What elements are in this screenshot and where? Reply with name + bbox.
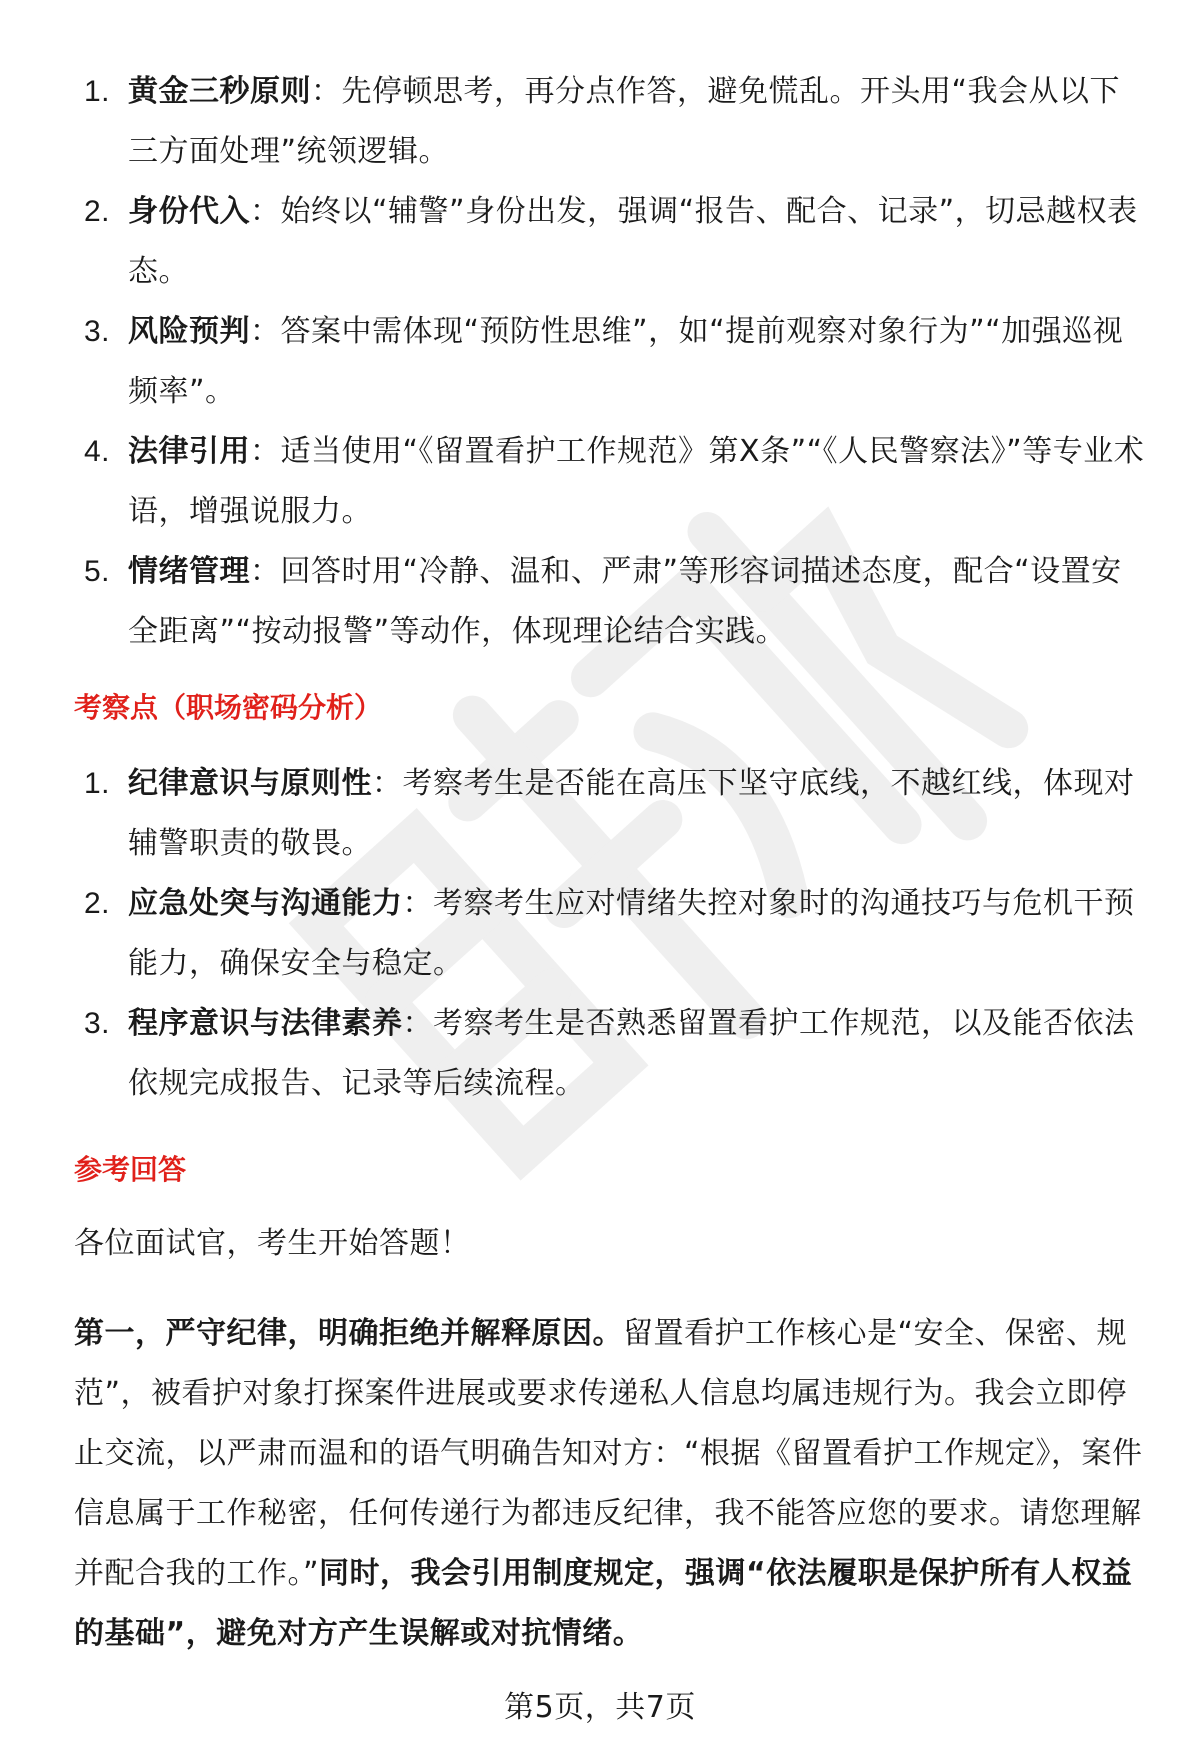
list-number: 5. [84,555,111,588]
item-text: ：始终以“辅警”身份出发，强调“报告、配合、记录”，切忌越权表态。 [128,194,1138,289]
item-text: ：先停顿思考，再分点作答，避免慌乱。开头用“我会从以下三方面处理”统领逻辑。 [128,74,1121,169]
list-item [74,302,1150,422]
list-item [74,182,1150,302]
item-text: ：考察考生是否熟悉留置看护工作规范，以及能否依法依规完成报告、记录等后续流程。 [128,1006,1135,1101]
item-title: 法律引用 [128,434,250,469]
item-title: 风险预判 [128,314,250,349]
answer-tips-list [74,62,1150,662]
item-text: ：适当使用“《留置看护工作规范》第X条”“《人民警察法》”等专业术语，增强说服力。 [128,434,1145,529]
item-text: ：回答时用“冷静、温和、严肃”等形容词描述态度，配合“设置安全距离”“按动报警”等动作，体现理论结合实践。 [128,554,1122,649]
item-title: 情绪管理 [128,554,250,589]
list-number: 2. [84,887,111,920]
list-item [74,994,1150,1114]
list-item [74,542,1150,662]
page-number: 第5页，共7页 [504,1690,696,1725]
list-number: 1. [84,75,111,108]
answer-greeting: 各位面试官，考生开始答题！ [74,1226,471,1261]
list-number: 1. [84,767,111,800]
list-number: 2. [84,195,111,228]
item-title: 应急处突与沟通能力 [128,886,403,921]
section-title-reference-answer: 参考回答 [74,1153,187,1186]
item-title: 纪律意识与原则性 [128,766,372,801]
list-number: 4. [84,435,111,468]
item-text: ：考察考生应对情绪失控对象时的沟通技巧与危机干预能力，确保安全与稳定。 [128,886,1135,981]
item-text: ：考察考生是否能在高压下坚守底线，不越红线，体现对辅警职责的敬畏。 [128,766,1135,861]
item-text: ：答案中需体现“预防性思维”，如“提前观察对象行为”“加强巡视频率”。 [128,314,1124,409]
item-title: 黄金三秒原则 [128,74,311,109]
paragraph-lead: 第一，严守纪律，明确拒绝并解释原因。 [74,1316,623,1351]
list-number: 3. [84,1007,111,1040]
item-title: 程序意识与法律素养 [128,1006,403,1041]
item-title: 身份代入 [128,194,250,229]
answer-paragraph-1 [74,1304,1150,1664]
list-item [74,754,1150,874]
list-number: 3. [84,315,111,348]
list-item [74,874,1150,994]
list-item [74,422,1150,542]
paragraph-text: 留置看护工作核心是“安全、保密、规范”，被看护对象打探案件进展或要求传递私人信息均属违规行为。我会立即停止交流，以严肃而温和的语气明确告知对方：“根据《留置看护工作规定》，案件信息属于工作秘密，任何传递行为都违反纪律，我不能答应您的要求。请您理解并配合我的工作。” [74,1316,1143,1591]
list-item [74,62,1150,182]
section-title-exam-points: 考察点（职场密码分析） [74,691,383,724]
exam-points-list [74,754,1150,1114]
page-content [74,62,1150,1664]
paragraph-bold-tail: 同时，我会引用制度规定，强调“依法履职是保护所有人权益的基础”，避免对方产生误解或对抗情绪。 [74,1556,1133,1651]
